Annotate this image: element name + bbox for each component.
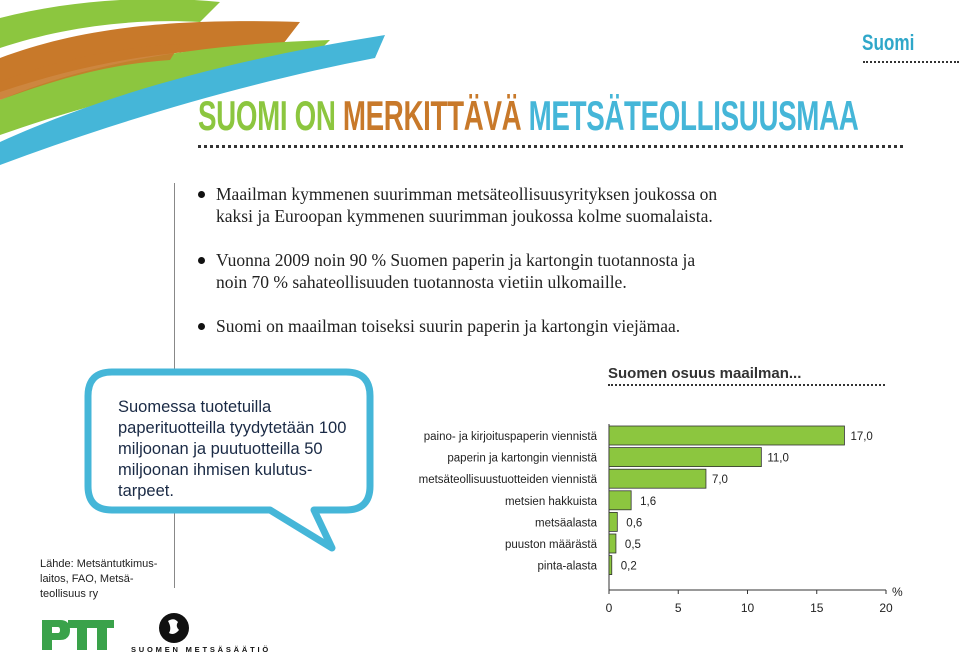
chart-bar	[609, 469, 706, 488]
chart-title: Suomen osuus maailman...	[608, 365, 802, 382]
category-label: metsäteollisuustuotteiden viennistä	[418, 474, 597, 487]
x-tick-label: 0	[605, 601, 613, 615]
headline-part-2: MERKITTÄVÄ	[342, 92, 522, 139]
data-label: 0,2	[620, 560, 637, 573]
headline-part-3: METSÄTEOLLISUUSMAA	[528, 92, 859, 139]
bullet-text: Maailman kymmenen suurimman metsäteollisuusyrityksen joukossa on	[216, 184, 718, 204]
category-label: metsäalasta	[534, 517, 597, 530]
data-label: 17,0	[850, 431, 873, 443]
headline-part-1: SUOMI ON	[198, 92, 336, 139]
bullet-text: kaksi ja Euroopan kymmenen suurimman joukossa kolme suomalaista.	[216, 206, 713, 226]
source-note: Lähde: Metsäntutkimus- laitos, FAO, Metsä- teollisuus ry	[40, 558, 158, 600]
category-label: puuston määrästä	[504, 539, 597, 551]
category-label: metsien hakkuista	[504, 495, 597, 508]
chart-bar	[609, 556, 612, 575]
chart-bar	[609, 426, 844, 445]
category-label: paperin ja kartongin viennistä	[447, 452, 597, 465]
data-label: 7,0	[711, 474, 728, 487]
data-label: 0,6	[626, 517, 643, 530]
x-tick-label: 10	[740, 601, 755, 615]
chart-bar	[609, 512, 617, 531]
bullet-text: Vuonna 2009 noin 90 % Suomen paperin ja kartongin tuotannosta ja	[216, 250, 696, 270]
x-tick-label: 5	[674, 601, 682, 615]
x-axis-unit: %	[892, 585, 903, 599]
chart-bar	[609, 448, 761, 467]
callout-text: Suomessa tuotetuilla paperituotteilla tyydytetään 100 miljoonan ja puutuotteilla 50 miljoonan ihmisen kulutus-tarpeet.	[118, 398, 347, 500]
brand-label: Suomi	[862, 30, 915, 55]
x-tick-label: 20	[879, 601, 893, 615]
data-label: 0,5	[624, 539, 641, 551]
category-label: paino- ja kirjoituspaperin viennistä	[423, 431, 597, 443]
data-label: 1,6	[640, 495, 657, 508]
chart-bar	[609, 534, 616, 553]
metsasaatio-wordmark: SUOMEN METSÄSÄÄTIÖ	[131, 645, 271, 654]
x-tick-label: 15	[810, 601, 824, 615]
category-label: pinta-alasta	[537, 560, 597, 573]
chart-bar	[609, 491, 631, 510]
bullet-text: Suomi on maailman toiseksi suurin paperin ja kartongin viejämaa.	[216, 316, 681, 336]
bullet-text: noin 70 % sahateollisuuden tuotannosta vietiin ulkomaille.	[216, 272, 627, 292]
data-label: 11,0	[767, 452, 789, 465]
